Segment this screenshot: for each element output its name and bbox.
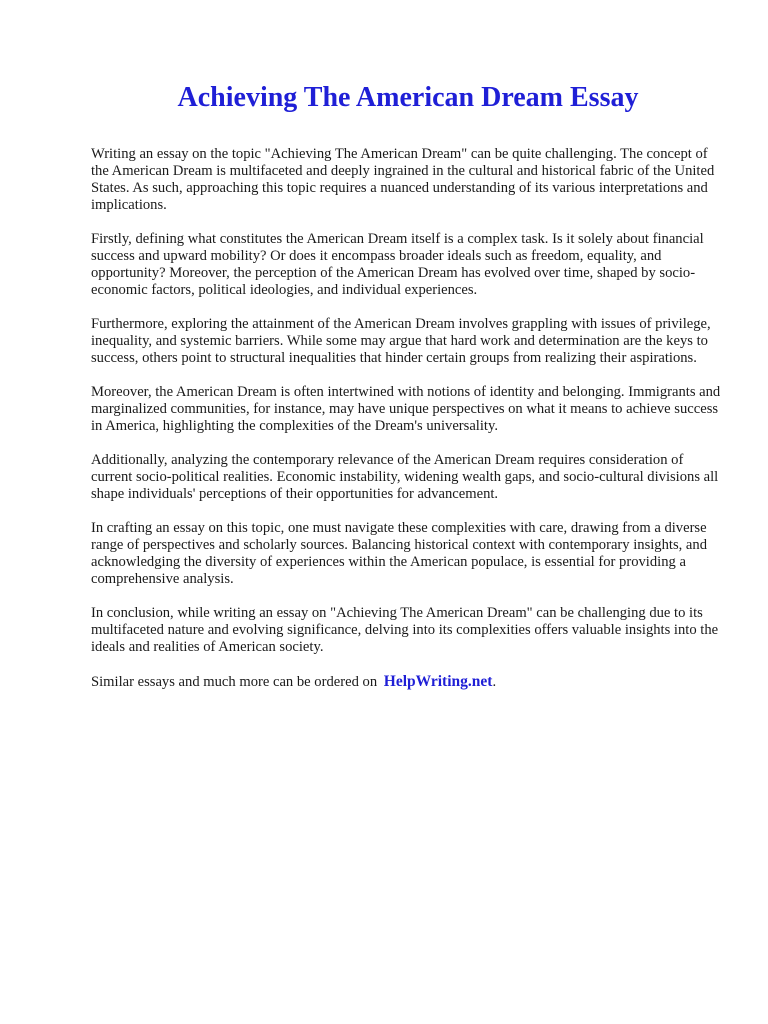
footer-line bbox=[91, 673, 727, 691]
paragraph-7: In conclusion, while writing an essay on "Achieving The American Dream" can be challenging due to its multifaceted nature and evolving significance, delving into its complexities offers valuable insights into the ideals and realities of American society. bbox=[91, 605, 719, 655]
footer-suffix: . bbox=[492, 674, 497, 690]
paragraph-4: Moreover, the American Dream is often intertwined with notions of identity and belonging. Immigrants and marginalized communities, for instance, may have unique perspectives on what it means to achieve success in America, highlighting the complexities of the Dream's universality. bbox=[91, 384, 721, 434]
paragraph-1: Writing an essay on the topic "Achieving The American Dream" can be quite challenging. The concept of the American Dream is multifaceted and deeply ingrained in the cultural and historical fabric of the United States. As such, approaching this topic requires a nuanced understanding of its various interpretations and implications. bbox=[91, 146, 715, 213]
essay-body bbox=[91, 146, 727, 708]
footer-prefix: Similar essays and much more can be ordered on bbox=[91, 674, 378, 690]
paragraph-5: Additionally, analyzing the contemporary relevance of the American Dream requires consideration of current socio-political realities. Economic instability, widening wealth gaps, and socio-cultural divisions all shape individuals' perceptions of their opportunities for advancement. bbox=[91, 452, 719, 502]
helpwriting-link[interactable]: HelpWriting.net bbox=[383, 673, 493, 690]
page-title: Achieving The American Dream Essay bbox=[177, 82, 639, 113]
paragraph-6: In crafting an essay on this topic, one must navigate these complexities with care, drawing from a diverse range of perspectives and scholarly sources. Balancing historical context with contemporary insights, and acknowledging the diversity of experiences within the American populace, is essential for providing a comprehensive analysis. bbox=[91, 520, 708, 587]
paragraph-2: Firstly, defining what constitutes the American Dream itself is a complex task. Is it solely about financial success and upward mobility? Or does it encompass broader ideals such as freedom, equality, and opportunity? Moreover, the perception of the American Dream has evolved over time, shaped by socio-economic factors, political ideologies, and individual experiences. bbox=[91, 231, 704, 298]
paragraph-3: Furthermore, exploring the attainment of the American Dream involves grappling with issues of privilege, inequality, and systemic barriers. While some may argue that hard work and determination are the keys to success, others point to structural inequalities that hinder certain groups from realizing their aspirations. bbox=[91, 316, 711, 366]
